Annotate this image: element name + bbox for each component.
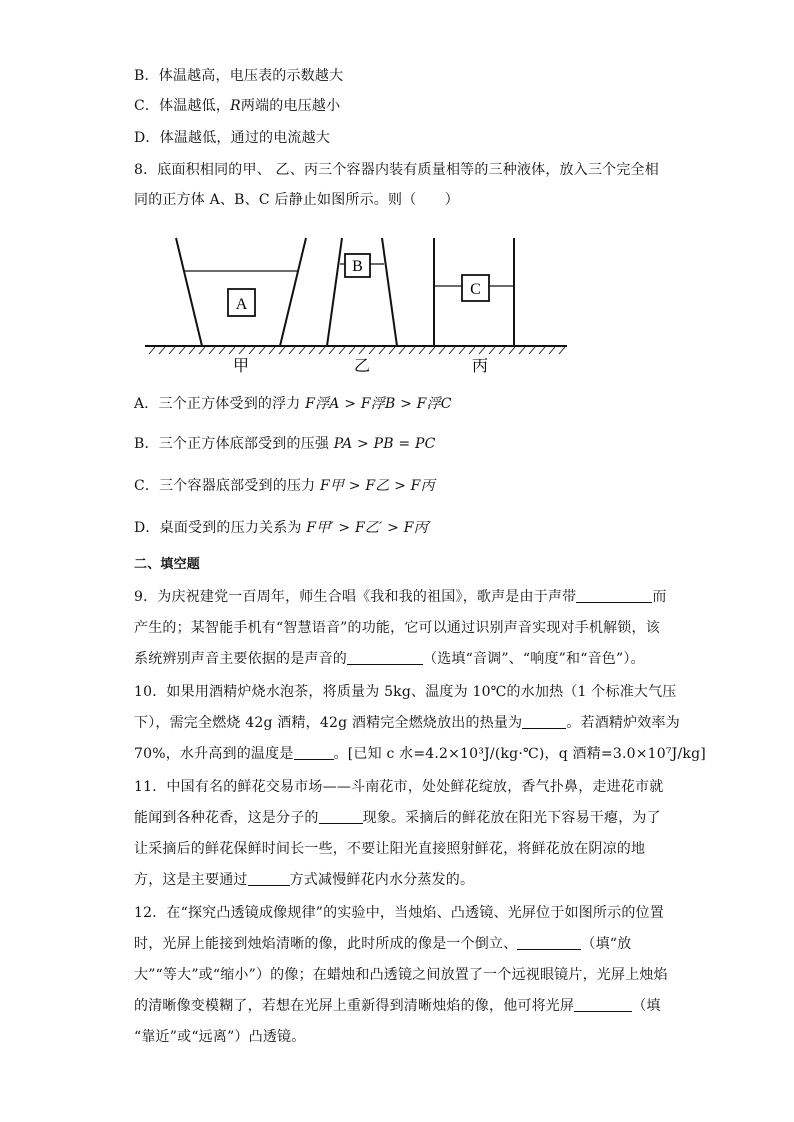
q12-line4: 的清晰像变模糊了，若想在光屏上重新得到清晰烛焰的像，他可将光屏 （填: [134, 998, 661, 1014]
q11-line1: 11．中国有名的鲜花交易市场——斗南花市，处处鲜花绽放，香气扑鼻，走进花市就: [134, 779, 664, 795]
q9-blank-2[interactable]: [347, 650, 423, 665]
q10-line2: 下），需完全燃烧 42g 酒精，42g 酒精完全燃烧放出的热量为 。若酒精炉效率为: [134, 715, 680, 731]
label-yi: 乙: [353, 356, 371, 375]
q7-option-c: C．体温越低，R两端的电压越小: [134, 98, 341, 114]
q7-option-b: B．体温越高，电压表的示数越大: [134, 68, 344, 84]
label-jia: 甲: [232, 356, 250, 375]
section-heading-fill-in: 二、填空题: [134, 557, 201, 572]
container-jia: [176, 238, 306, 346]
q8-option-d: D．桌面受到的压力关系为 F甲′ > F乙′ > F丙′: [134, 520, 432, 536]
q11-line4: 方，这是主要通过 方式减慢鲜花内水分蒸发的。: [134, 872, 475, 888]
q12-blank-2[interactable]: [574, 997, 632, 1012]
q8-option-c: C．三个容器底部受到的压力 F甲 > F乙 > F丙: [134, 478, 435, 494]
q8-stem-line1: 8．底面积相同的甲、 乙、丙三个容器内装有质量相等的三种液体，放入三个完全相: [134, 162, 659, 178]
container-yi: [327, 238, 397, 346]
q11-blank-2[interactable]: [248, 871, 290, 886]
q9-blank-1[interactable]: [576, 588, 652, 603]
q11-line3: 让采摘后的鲜花保鲜时间长一些，不要让阳光直接照射鲜花，将鲜花放在阴凉的地: [134, 841, 646, 857]
q12-line5: “靠近”或“远离”）凸透镜。: [134, 1029, 306, 1045]
container-bing: [434, 238, 514, 346]
q8-option-b: B．三个正方体底部受到的压强 PA > PB = PC: [134, 436, 436, 452]
q11-line2: 能闻到各种花香，这是分子的 现象。采摘后的鲜花放在阳光下容易干瘪，为了: [134, 810, 661, 826]
q10-line1: 10．如果用酒精炉烧水泡茶，将质量为 5kg、温度为 10℃的水加热（1 个标准大气压: [134, 684, 677, 700]
q8-container-figure: [145, 228, 575, 378]
q8-stem-line2: 同的正方体 A、B、C 后静止如图所示。则（ ）: [134, 192, 460, 208]
q12-line2: 时，光屏上能接到烛焰清晰的像，此时所成的像是一个倒立、 （填“放: [134, 936, 632, 952]
q10-blank-1[interactable]: [522, 714, 566, 729]
svg-text:C: C: [470, 281, 481, 298]
q8-option-a: A．三个正方体受到的浮力 F浮A > F浮B > F浮C: [134, 396, 452, 412]
q12-line3: 大”“等大”或“缩小”）的像；在蜡烛和凸透镜之间放置了一个远视眼镜片，光屏上烛焰: [134, 967, 668, 983]
q9-line3: 系统辨别声音主要依据的是声音的 （选填“音调”、“响度”和“音色”）。: [134, 651, 645, 667]
ground-hatching: [149, 347, 565, 354]
svg-text:A: A: [235, 296, 248, 313]
q9-line1: 9．为庆祝建党一百周年，师生合唱《我和我的祖国》，歌声是由于声带 而: [134, 589, 667, 605]
q11-blank-1[interactable]: [319, 809, 363, 824]
q12-blank-1[interactable]: [517, 935, 581, 950]
q10-line3: 70%，水升高到的温度是 。[已知 c 水=4.2×10³J/(kg·℃)，q 酒精=3.0×10⁷J/kg]: [134, 746, 706, 762]
label-bing: 丙: [471, 356, 489, 375]
q10-blank-2[interactable]: [294, 745, 334, 760]
q12-line1: 12．在“探究凸透镜成像规律”的实验中，当烛焰、凸透镜、光屏位于如图所示的位置: [134, 905, 664, 921]
svg-text:B: B: [352, 258, 363, 275]
q7-option-d: D．体温越低，通过的电流越大: [134, 130, 331, 146]
q9-line2: 产生的；某智能手机有“智慧语音”的功能，它可以通过识别声音实现对手机解锁，该: [134, 620, 660, 636]
